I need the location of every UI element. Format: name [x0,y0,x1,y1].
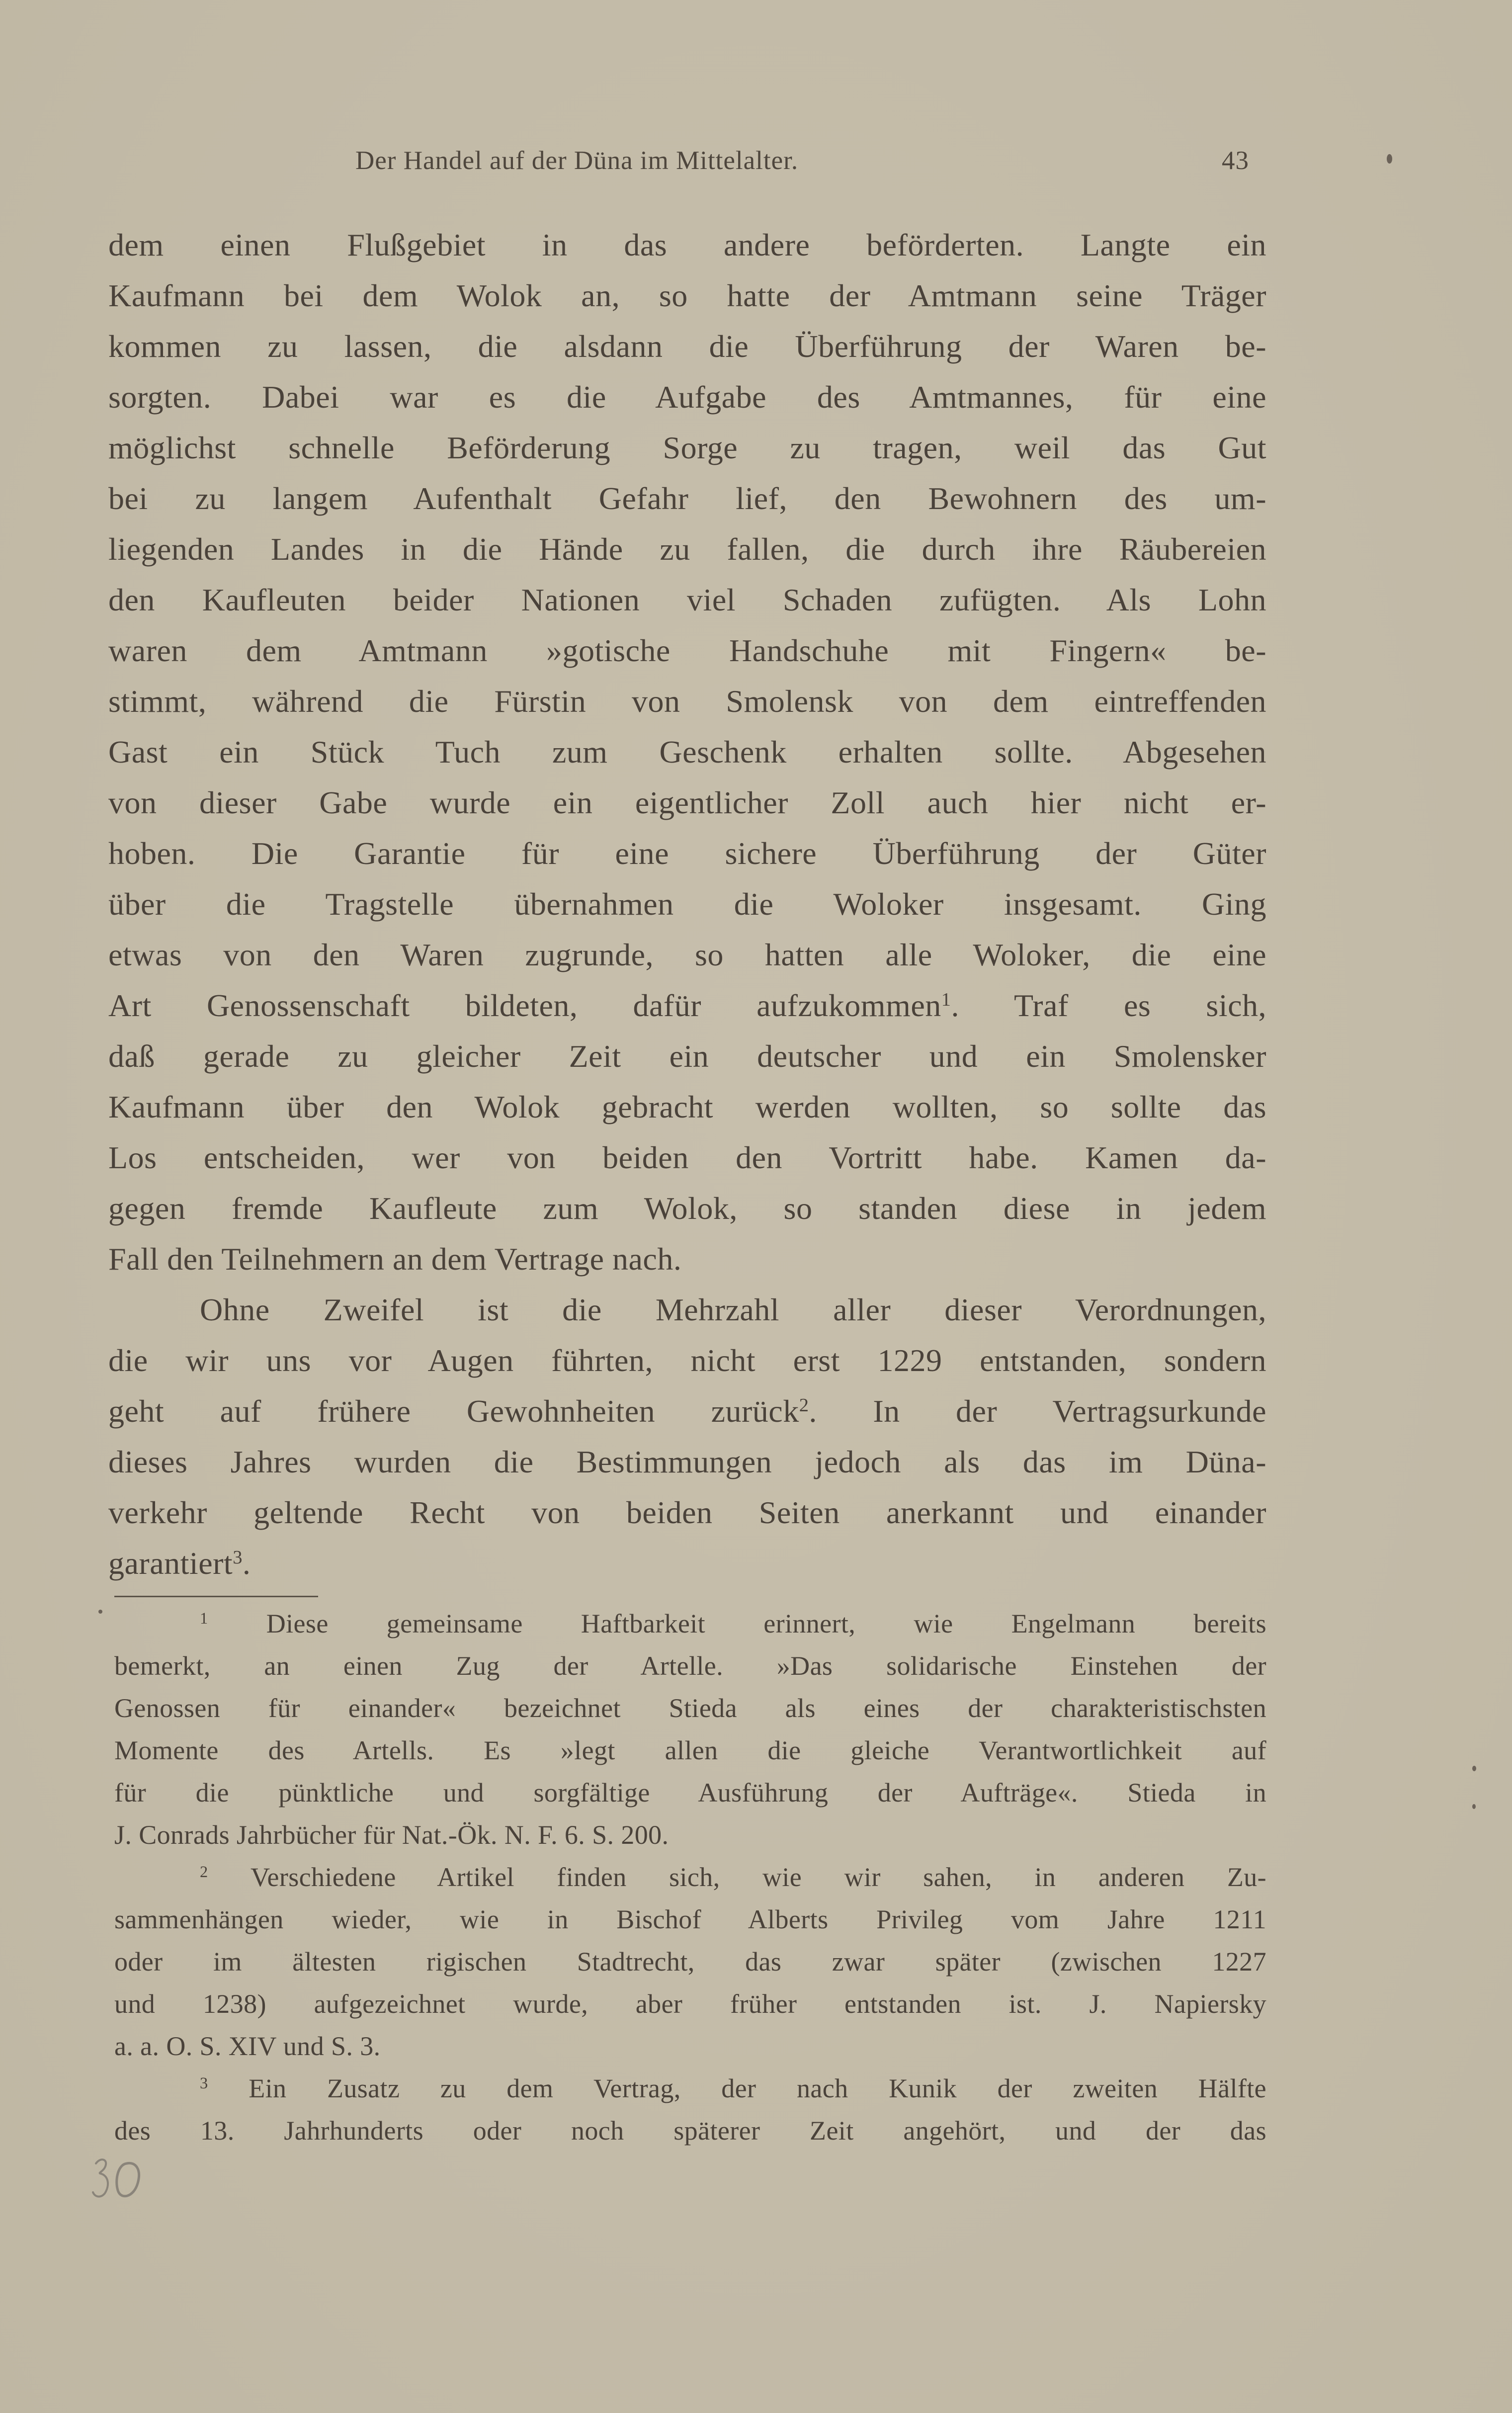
footnote-line [200,2075,1266,2102]
footnote-line: a. a. O. S. XIV und S. 3. [114,2031,381,2061]
body-line: Ohne Zweifel ist die Mehrzahl aller dieser Verordnungen, [200,1292,1266,1327]
running-title: Der Handel auf der Düna im Mittelalter. [355,146,799,175]
body-line: hoben. Die Garantie für eine sichere Überführung der Güter [108,836,1266,871]
body-line: gegen fremde Kaufleute zum Wolok, so standen diese in jedem [108,1191,1266,1226]
footnote-line: bemerkt, an einen Zug der Artelle. »Das solidarische Einstehen der [114,1651,1266,1681]
body-line: verkehr geltende Recht von beiden Seiten anerkannt und einander [108,1495,1266,1530]
body-line: dem einen Flußgebiet in das andere beförderten. Langte ein [108,227,1266,262]
body-line: waren dem Amtmann »gotische Handschuhe mit Fingern« be- [108,633,1266,668]
body-line: kommen zu lassen, die alsdann die Überführung der Waren be- [108,329,1266,364]
body-line [108,990,1266,1022]
body-line [108,1548,1266,1579]
handwritten-page-mark [92,2157,149,2202]
body-line: etwas von den Waren zugrunde, so hatten alle Woloker, die eine [108,937,1266,972]
body-line-text: geht auf frühere Gewohnheiten zurück [108,1393,799,1429]
footnote-line: und 1238) aufgezeichnet wurde, aber früher entstanden ist. J. Napiersky [114,1989,1266,2019]
footnote-ref-1[interactable]: 1 [941,989,951,1010]
body-line: stimmt, während die Fürstin von Smolensk von dem eintreffenden [108,684,1266,719]
footnote-line [200,1864,1266,1891]
body-line: von dieser Gabe wurde ein eigentlicher Zoll auch hier nicht er- [108,785,1266,820]
body-line-tail: . In der Vertragsurkunde [809,1393,1266,1429]
body-line: Los entscheiden, wer von beiden den Vortritt habe. Kamen da- [108,1140,1266,1175]
body-line: dieses Jahres wurden die Bestimmungen jedoch als das im Düna- [108,1444,1266,1479]
body-line: den Kaufleuten beider Nationen viel Schaden zufügten. Als Lohn [108,582,1266,617]
footnote-marker: 1 [200,1610,208,1628]
body-line: bei zu langem Aufenthalt Gefahr lief, den Bewohnern des um- [108,481,1266,516]
body-line: Kaufmann bei dem Wolok an, so hatte der Amtmann seine Träger [108,278,1266,313]
body-line-tail: . Traf es sich, [951,988,1267,1023]
footnote-ref-3[interactable]: 3 [233,1547,243,1568]
body-line: Kaufmann über den Wolok gebracht werden wollten, so sollte das [108,1089,1266,1124]
footnote-line: sammenhängen wieder, wie in Bischof Alberts Privileg vom Jahre 1211 [114,1904,1266,1934]
body-line-text: Art Genossenschaft bildeten, dafür aufzukommen [108,988,941,1023]
page-number: 43 [1222,146,1249,175]
body-line-text: garantiert [108,1546,233,1581]
body-line: daß gerade zu gleicher Zeit ein deutscher und ein Smolensker [108,1038,1266,1074]
footnote-separator [114,1596,318,1597]
ink-speck [98,1610,102,1614]
body-line: liegenden Landes in die Hände zu fallen, die durch ihre Räubereien [108,531,1266,567]
ink-speck [1472,1766,1476,1771]
body-line: über die Tragstelle übernahmen die Woloker insgesamt. Ging [108,886,1266,922]
body-line: möglichst schnelle Beförderung Sorge zu tragen, weil das Gut [108,430,1266,465]
footnote-line-text: Ein Zusatz zu dem Vertrag, der nach Kunik der zweiten Hälfte [249,2073,1267,2103]
body-line [108,1395,1266,1427]
footnote-marker: 2 [200,1863,208,1882]
body-line-tail: . [242,1546,251,1581]
footnote-line: des 13. Jahrhunderts oder noch späterer Zeit angehört, und der das [114,2116,1266,2146]
ink-speck [1387,154,1392,164]
footnote-line: Genossen für einander« bezeichnet Stieda als eines der charakteristischsten [114,1693,1266,1723]
footnote-line: oder im ältesten rigischen Stadtrecht, das zwar später (zwischen 1227 [114,1947,1266,1977]
footnote-line-text: Verschiedene Artikel finden sich, wie wir sahen, in anderen Zu- [251,1862,1266,1892]
body-line: die wir uns vor Augen führten, nicht erst 1229 entstanden, sondern [108,1343,1266,1378]
footnote-ref-2[interactable]: 2 [799,1394,809,1416]
footnote-line-text: Diese gemeinsame Haftbarkeit erinnert, wie Engelmann bereits [266,1609,1266,1638]
footnote-marker: 3 [200,2074,208,2093]
body-line: Gast ein Stück Tuch zum Geschenk erhalten sollte. Abgesehen [108,734,1266,770]
footnote-line [200,1610,1266,1637]
footnote-line: Momente des Artells. Es »legt allen die gleiche Verantwortlichkeit auf [114,1735,1266,1765]
footnote-line: für die pünktliche und sorgfältige Ausführung der Aufträge«. Stieda in [114,1778,1266,1808]
body-line: sorgten. Dabei war es die Aufgabe des Amtmannes, für eine [108,379,1266,415]
ink-speck [1472,1804,1476,1809]
footnote-line: J. Conrads Jahrbücher für Nat.-Ök. N. F. 6. S. 200. [114,1820,669,1850]
body-line: Fall den Teilnehmern an dem Vertrage nach. [108,1241,682,1277]
